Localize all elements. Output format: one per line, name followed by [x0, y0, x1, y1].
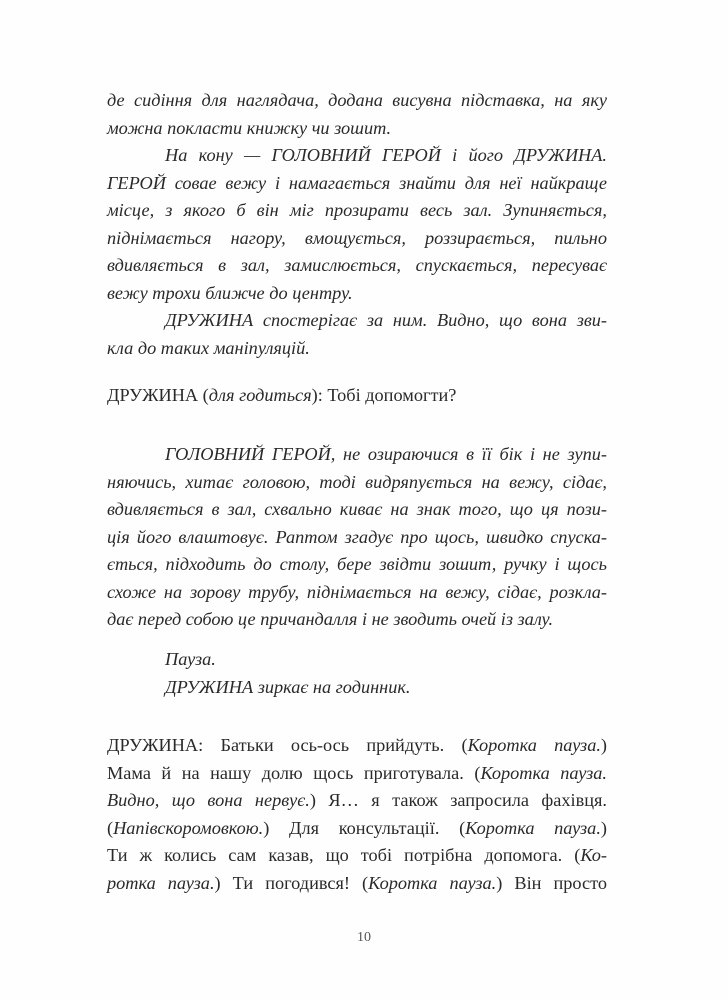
- text-line: [107, 115, 607, 143]
- italic-text: ГЕРОЙ совае вежу і намагається знайти для неї найкраще: [107, 172, 607, 193]
- text-line: [107, 170, 607, 198]
- italic-text: ротка пауза.: [107, 872, 215, 893]
- text-line: [107, 760, 607, 788]
- text-line: [107, 142, 607, 170]
- italic-text: ція його влаштовує. Раптом згадує про щось, швидко спуска-: [107, 526, 607, 547]
- italic-text: Коротка пауза.: [465, 817, 601, 838]
- stage-direction-3: [107, 646, 607, 701]
- italic-text: можна покласти книжку чи зошит.: [107, 117, 392, 138]
- text-line: [107, 496, 607, 524]
- roman-text: ): Тобі допомогти?: [311, 385, 457, 405]
- text-line: [107, 842, 607, 870]
- page-number: 10: [357, 930, 371, 945]
- italic-text: ДРУЖИНА спостерігає за ним. Видно, що вона зви-: [165, 310, 607, 330]
- text-line: [107, 252, 607, 280]
- text-line: [107, 606, 607, 634]
- italic-text: вдивляється в зал, замислюється, спускається, пересуває: [107, 255, 607, 275]
- roman-text: Мама й на нашу долю щось приготувала. (: [107, 762, 481, 783]
- text-line: [107, 469, 607, 497]
- dialogue-1: [107, 382, 607, 410]
- roman-text: ): [600, 817, 607, 838]
- italic-text: ється, підходить до столу, бере звідти зошит, ручку і щось: [107, 554, 607, 574]
- text-line: [107, 870, 607, 898]
- italic-text: схоже на зорову трубу, піднімається на вежу, сідає, розкла-: [107, 581, 607, 602]
- italic-text: Коротка пауза.: [368, 872, 497, 893]
- italic-text: для годиться: [208, 385, 312, 405]
- text-line: [107, 815, 607, 843]
- text-line: [107, 551, 607, 579]
- italic-text: дає перед собою це причандалля і не зводить очей із залу.: [107, 609, 554, 629]
- roman-text: ДРУЖИНА (: [107, 385, 209, 405]
- roman-text: ): [600, 735, 607, 755]
- stage-direction-2: [107, 441, 607, 634]
- text-line: [107, 335, 607, 363]
- italic-text: вежу трохи ближче до центру.: [107, 282, 353, 303]
- roman-text: Ти ж колись сам казав, що тобі потрібна допомога. (: [107, 845, 581, 865]
- italic-text: Ко-: [580, 845, 607, 865]
- text-line: [107, 87, 607, 115]
- text-line: [107, 280, 607, 308]
- text-line: [107, 307, 607, 335]
- stage-direction-1: [107, 87, 607, 362]
- italic-text: Коротка пауза.: [480, 762, 607, 783]
- text-line: [107, 441, 607, 469]
- italic-text: де сидіння для наглядача, додана висувна підставка, на яку: [107, 90, 607, 110]
- dialogue-2: [107, 732, 607, 897]
- italic-text: ДРУЖИНА зиркає на годинник.: [165, 676, 411, 697]
- text-line: [107, 225, 607, 253]
- roman-text: (: [107, 817, 114, 838]
- italic-text: Видно, що вона нервує.: [107, 790, 310, 810]
- roman-text: ) Для консультації. (: [263, 817, 466, 838]
- italic-text: кла до таких маніпуляцій.: [107, 337, 310, 358]
- text-line: [107, 197, 607, 225]
- italic-text: Коротка пауза.: [467, 735, 601, 755]
- text-line: [107, 524, 607, 552]
- italic-text: Напівскоромовкою.: [113, 817, 264, 838]
- roman-text: ДРУЖИНА: Батьки ось-ось прийдуть. (: [107, 735, 468, 755]
- italic-text: няючись, хитає головою, тоді видряпується на вежу, сідає,: [107, 471, 607, 492]
- italic-text: вдивляється в зал, схвально киває на знак того, що ця пози-: [107, 499, 607, 519]
- text-line: [107, 674, 607, 702]
- italic-text: піднімається нагору, вмощується, роззирається, пильно: [107, 227, 607, 248]
- italic-text: На кону — ГОЛОВНИЙ ГЕРОЙ і його ДРУЖИНА.: [165, 145, 607, 165]
- italic-text: Пауза.: [165, 649, 216, 669]
- roman-text: ) Він просто: [496, 872, 608, 893]
- italic-text: місце, з якого б він міг прозирати весь зал. Зупиняється,: [107, 200, 607, 220]
- text-line: [107, 382, 607, 410]
- italic-text: ГОЛОВНИЙ ГЕРОЙ, не озираючися в її бік і не зупи-: [165, 444, 607, 464]
- text-line: [107, 732, 607, 760]
- roman-text: ) Ти погодився! (: [214, 872, 369, 893]
- text-line: [107, 787, 607, 815]
- text-line: [107, 646, 607, 674]
- roman-text: ) Я… я також запросила фахівця.: [309, 790, 607, 810]
- text-line: [107, 579, 607, 607]
